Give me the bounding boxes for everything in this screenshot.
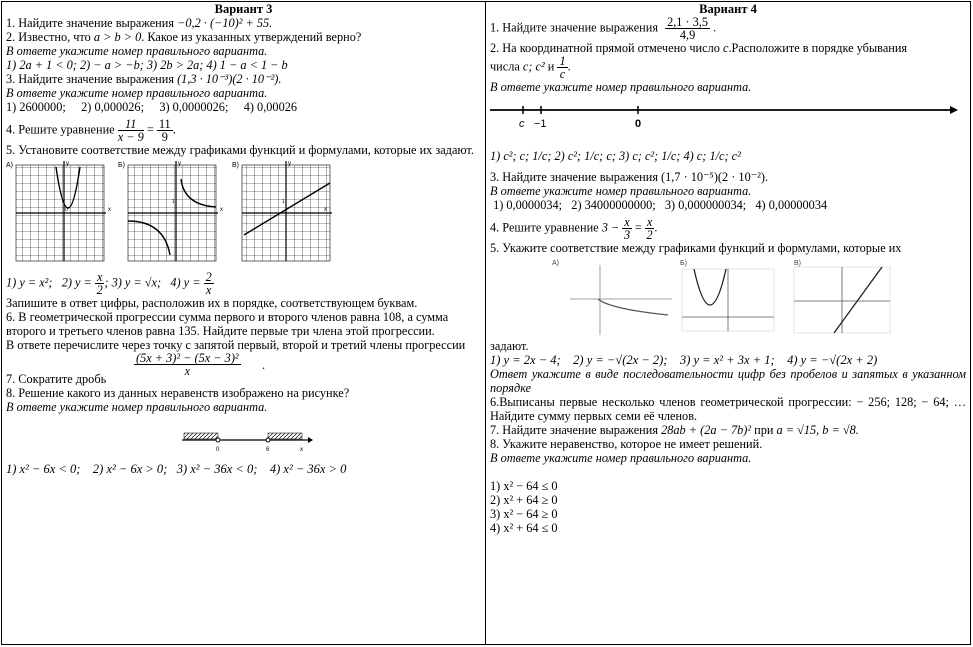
svg-text:x: x bbox=[220, 207, 223, 213]
svg-text:0: 0 bbox=[216, 447, 220, 453]
v3-graph-b bbox=[118, 161, 223, 261]
v3-q5-options: 1) y = x²; 2) y = $\frac{x}{2}$ ; 3) y = √x; 4) y = $\frac{2}{x}$ bbox=[6, 270, 212, 297]
v4-q8-option-4: 4) x² + 64 ≤ 0 bbox=[490, 521, 558, 535]
v4-q8: 8. Укажите неравенство, которое не имеет решений. bbox=[490, 437, 763, 451]
v4-graph-a bbox=[552, 260, 672, 335]
v4-q3-options: 1) 0,0000034; 2) 34000000000; 3) 0,000000034; 4) 0,00000034 bbox=[490, 198, 828, 212]
v3-q8-number-line bbox=[6, 428, 326, 458]
v3-q4: 4. Решите уравнение $\frac{11}{x - 9}$ = $\frac{11}{9}$ . bbox=[6, 117, 176, 144]
svg-text:В): В) bbox=[794, 260, 801, 267]
svg-text:x: x bbox=[108, 207, 111, 213]
v3-q7: $\frac{\text{(5x + 3)² − (5x − 3)²}}{x}$ . 7. Сократите дробь bbox=[6, 351, 266, 386]
svg-text:y: y bbox=[288, 161, 291, 167]
v3-q8: 8. Решение какого из данных неравенств изображено на рисунке? bbox=[6, 386, 350, 400]
v3-q6-note: В ответе перечислите через точку с запятой первый, второй и третий члены прогрессии bbox=[6, 338, 466, 352]
svg-text:А): А) bbox=[552, 260, 559, 267]
v4-q2-options: 1) c²; c; 1/c; 2) c²; 1/c; c; 3) c; c²; 1/c; 4) c; 1/c; c² bbox=[490, 149, 741, 163]
v3-q6: 6. В геометрической прогрессии сумма первого и второго членов равна 108, а сумма второго и третьего членов равна 135. Найдите первые три члена этой прогрессии. bbox=[6, 310, 449, 338]
svg-text:Б): Б) bbox=[118, 162, 125, 169]
v4-q3: 3. Найдите значение выражения (1,7 · 10⁻⁵)(2 · 10⁻²). bbox=[490, 170, 769, 184]
svg-text:0: 0 bbox=[635, 118, 642, 130]
variant-4-column bbox=[486, 2, 971, 645]
v4-q2-line2: числа c; c² и $\frac{1}{c}$ . bbox=[490, 54, 571, 81]
v3-q3-note: В ответе укажите номер правильного варианта. bbox=[6, 86, 268, 100]
svg-text:1: 1 bbox=[282, 199, 285, 205]
v4-q8-option-1: 1) x² − 64 ≤ 0 bbox=[490, 479, 558, 493]
v3-graph-a bbox=[6, 161, 111, 261]
variant-3-title: Вариант 3 bbox=[214, 2, 273, 16]
v4-q5: 5. Укажите соответствие между графиками функций и формулами, которые их bbox=[490, 241, 902, 255]
v4-q8-option-2: 2) x² + 64 ≥ 0 bbox=[490, 493, 558, 507]
v3-q8-note: В ответе укажите номер правильного варианта. bbox=[6, 400, 268, 414]
v3-graph-c bbox=[232, 161, 332, 261]
svg-text:6: 6 bbox=[266, 447, 270, 453]
svg-text:y: y bbox=[178, 161, 181, 167]
svg-text:В): В) bbox=[232, 162, 239, 169]
v4-q2-note: В ответе укажите номер правильного варианта. bbox=[490, 80, 752, 94]
v4-q8-option-3: 3) x² − 64 ≥ 0 bbox=[490, 507, 558, 521]
v3-q5-note: Запишите в ответ цифры, расположив их в порядке, соответствующем буквам. bbox=[6, 296, 418, 310]
v3-q1: 1. Найдите значение выражения −0,2 · (−10)² + 55. bbox=[6, 16, 273, 30]
v3-q5-graphs bbox=[6, 159, 336, 269]
v4-q5-options: 1) y = 2x − 4; 2) y = −√(2x − 2); 3) y = x² + 3x + 1; 4) y = −√(2x + 2) bbox=[490, 353, 878, 367]
v3-q2: 2. Известно, что a > b > 0. Какое из указанных утверждений верно? bbox=[6, 30, 362, 44]
svg-text:c: c bbox=[519, 118, 525, 130]
v4-graph-b bbox=[680, 260, 774, 331]
svg-text:Б): Б) bbox=[680, 260, 687, 267]
v3-q2-note: В ответе укажите номер правильного варианта. bbox=[6, 44, 268, 58]
v4-q4: 4. Решите уравнение 3 − $\frac{x}{3}$ = $\frac{x}{2}$ . bbox=[490, 215, 658, 242]
v4-q5-note: Ответ укажите в виде последовательности цифр без пробелов и запятых в указанном порядке bbox=[490, 367, 966, 395]
v3-q2-options: 1) 2a + 1 < 0; 2) − a > −b; 3) 2b > 2a; 4) 1 − a < 1 − b bbox=[6, 58, 288, 72]
svg-text:1: 1 bbox=[172, 199, 175, 205]
v4-q5-tail: задают. bbox=[490, 339, 529, 353]
variant-3-column bbox=[2, 2, 486, 645]
v4-q7: 7. Найдите значение выражения 28ab + (2a − 7b)² при a = √15, b = √8. bbox=[490, 423, 859, 437]
worksheet-table bbox=[1, 1, 971, 645]
v3-q5: 5. Установите соответствие между графиками функций и формулами, которые их задают. bbox=[6, 143, 474, 157]
v3-q3: 3. Найдите значение выражения (1,3 · 10⁻³)(2 · 10⁻²). bbox=[6, 72, 282, 86]
v4-q8-note: В ответе укажите номер правильного варианта. bbox=[490, 451, 752, 465]
v4-q2-number-line bbox=[490, 100, 960, 134]
svg-text:x: x bbox=[324, 207, 327, 213]
v4-q3-note: В ответе укажите номер правильного варианта. bbox=[490, 184, 752, 198]
svg-text:0: 0 bbox=[65, 207, 68, 213]
svg-text:−1: −1 bbox=[534, 118, 547, 130]
svg-text:x: x bbox=[300, 447, 303, 453]
v3-q8-options: 1) x² − 6x < 0; 2) x² − 6x > 0; 3) x² − 36x < 0; 4) x² − 36x > 0 bbox=[6, 462, 347, 476]
v3-q3-options: 1) 2600000; 2) 0,000026; 3) 0,0000026; 4) 0,00026 bbox=[6, 100, 298, 114]
v4-graph-c bbox=[794, 260, 890, 333]
variant-4-title: Вариант 4 bbox=[699, 2, 757, 16]
v4-q2: 2. На координатной прямой отмечено число c.Расположите в порядке убывания bbox=[490, 41, 908, 55]
v4-q5-graphs bbox=[490, 255, 960, 339]
svg-text:А): А) bbox=[6, 162, 13, 169]
v3-q1-expr: −0,2 · (−10)² + 55. bbox=[177, 16, 273, 30]
svg-text:y: y bbox=[66, 161, 69, 167]
v4-q6: 6.Выписаны первые несколько членов геометрической прогрессии: − 256; 128; − 64; … Найдите сумму первых семи её членов. bbox=[490, 395, 966, 423]
v4-q1: 1. Найдите значение выражения $\frac{2,1 \cdot 3,5}{4,9}$ . bbox=[490, 15, 717, 42]
